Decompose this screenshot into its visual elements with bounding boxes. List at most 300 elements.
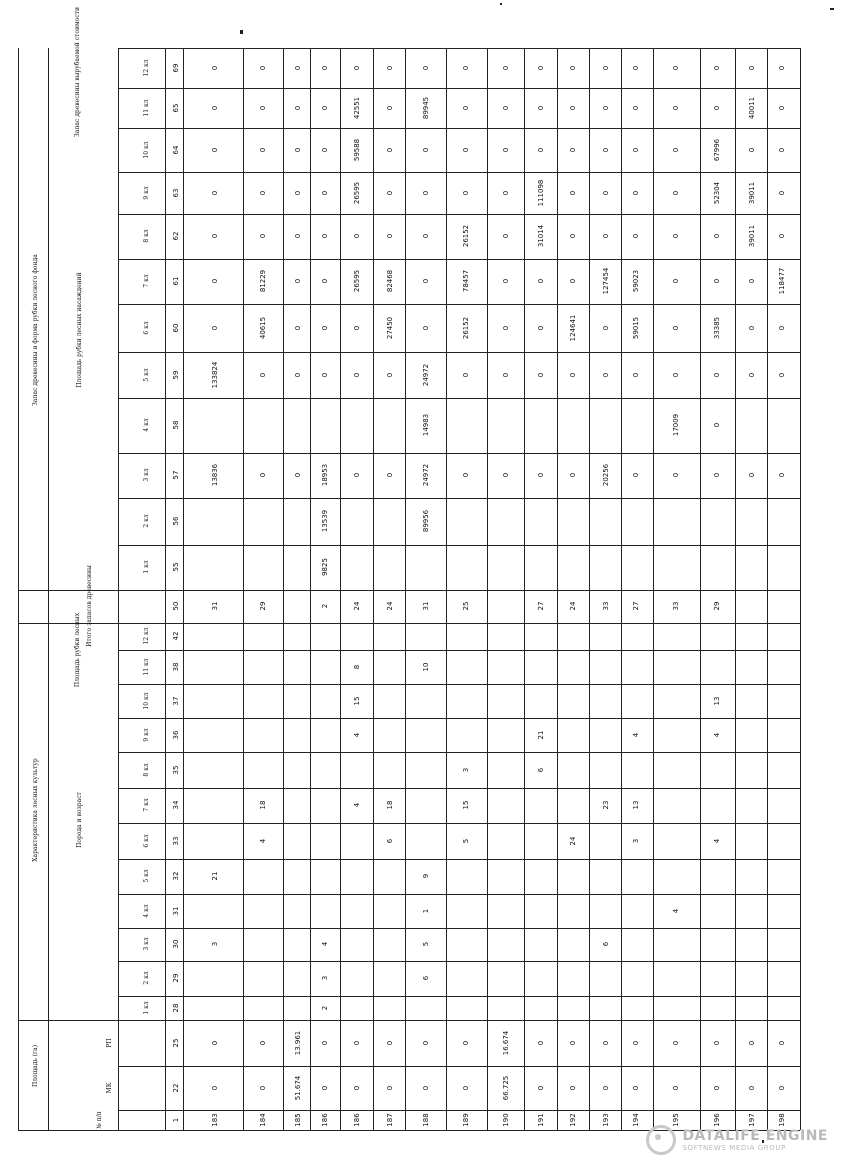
table-cell: 0 — [211, 325, 219, 331]
table-cell: 39011 — [748, 224, 756, 248]
table-cell: 0 — [321, 1040, 329, 1046]
table-cell: 16.674 — [502, 1030, 510, 1056]
table-cell: 0 — [537, 105, 545, 111]
table-cell: 0 — [537, 147, 545, 153]
column-index-number: 57 — [172, 470, 180, 480]
table-cell: 191 — [537, 1113, 545, 1127]
table-cell: 0 — [632, 472, 640, 478]
table-row-line — [118, 788, 800, 789]
year-class-header: 12 кл — [143, 627, 150, 645]
column-index-number: 61 — [172, 276, 180, 286]
table-cell: 27 — [537, 601, 545, 611]
table-cell: 0 — [713, 233, 721, 239]
column-index-number: 65 — [172, 103, 180, 113]
table-cell: 118477 — [778, 267, 786, 295]
table-cell: 9 — [422, 873, 430, 879]
table-cell: 0 — [569, 372, 577, 378]
table-cell: 0 — [386, 1085, 394, 1091]
table-cell: 1 — [422, 908, 430, 914]
table-cell: 0 — [422, 233, 430, 239]
table-cell: 9825 — [321, 558, 329, 576]
table-cell: 193 — [602, 1113, 610, 1127]
table-cell: 13 — [713, 696, 721, 706]
table-column-line — [557, 48, 558, 1130]
table-cell: 0 — [632, 105, 640, 111]
table-cell: 24 — [386, 601, 394, 611]
table-cell: 0 — [537, 325, 545, 331]
table-cell: 4 — [713, 732, 721, 738]
year-class-header: 4 кл — [143, 418, 150, 432]
table-cell: 0 — [713, 1040, 721, 1046]
table-cell: 0 — [713, 472, 721, 478]
table-cell: 33385 — [713, 316, 721, 340]
table-cell: 0 — [211, 190, 219, 196]
table-cell: 0 — [778, 472, 786, 478]
table-cell: 0 — [778, 1085, 786, 1091]
table-cell: 0 — [386, 65, 394, 71]
table-cell: 184 — [259, 1113, 267, 1127]
table-cell: 3 — [462, 767, 470, 773]
table-cell: 29 — [259, 601, 267, 611]
table-cell: 78457 — [462, 269, 470, 293]
table-cell: 0 — [778, 325, 786, 331]
totals-header: Итого запасов древесины — [86, 565, 93, 647]
table-cell: 0 — [422, 1085, 430, 1091]
table-cell: 8 — [353, 664, 361, 670]
table-cell: 0 — [294, 472, 302, 478]
column-index-number: 36 — [172, 730, 180, 740]
year-class-header: 2 кл — [143, 514, 150, 528]
table-cell: 0 — [602, 372, 610, 378]
column-index-number: 62 — [172, 231, 180, 241]
table-cell: 33 — [672, 601, 680, 611]
year-class-header: 5 кл — [143, 368, 150, 382]
table-cell: 0 — [386, 472, 394, 478]
table-cell: 27450 — [386, 316, 394, 340]
table-cell: 0 — [462, 190, 470, 196]
table-cell: 0 — [353, 325, 361, 331]
column-index-number: 64 — [172, 145, 180, 155]
table-cell: 133824 — [211, 361, 219, 389]
table-cell: 0 — [386, 147, 394, 153]
table-column-line — [446, 48, 447, 1130]
table-cell: 0 — [569, 190, 577, 196]
table-cell: 187 — [386, 1113, 394, 1127]
column-index-number: 30 — [172, 939, 180, 949]
table-cell: 0 — [748, 278, 756, 284]
table-row-line — [118, 650, 800, 651]
scan-speck — [240, 30, 243, 34]
table-row-line — [118, 259, 800, 260]
table-cell: 13836 — [211, 463, 219, 487]
table-cell: 183 — [211, 1113, 219, 1127]
table-cell: 0 — [386, 105, 394, 111]
table-row-line — [118, 1020, 800, 1021]
table-cell: 2 — [321, 603, 329, 609]
header-row-line — [18, 623, 118, 624]
table-cell: 0 — [294, 233, 302, 239]
table-cell: 111098 — [537, 179, 545, 207]
column-index-number: 38 — [172, 662, 180, 672]
watermark-title: DATALIFE ENGINE — [682, 1128, 828, 1144]
table-cell: 0 — [632, 65, 640, 71]
table-cell: 3 — [632, 838, 640, 844]
year-class-header: 1 кл — [143, 560, 150, 574]
table-column-line — [524, 48, 525, 1130]
table-cell: 27 — [632, 601, 640, 611]
scan-speck — [500, 3, 502, 5]
table-cell: 186 — [353, 1113, 361, 1127]
column-index-number: 37 — [172, 696, 180, 706]
table-cell: 18 — [386, 800, 394, 810]
header-column-line — [18, 48, 19, 1130]
year-class-header: 1 кл — [143, 1001, 150, 1015]
table-cell: 127454 — [602, 267, 610, 295]
column-index-number: 35 — [172, 765, 180, 775]
table-row-line — [118, 498, 800, 499]
table-cell: 0 — [672, 278, 680, 284]
table-cell: 0 — [778, 233, 786, 239]
table-column-line — [621, 48, 622, 1130]
table-column-line — [310, 48, 311, 1130]
table-cell: 0 — [778, 105, 786, 111]
table-cell: 24 — [569, 836, 577, 846]
table-cell: 89956 — [422, 509, 430, 533]
table-cell: 33 — [602, 601, 610, 611]
table-cell: 185 — [294, 1113, 302, 1127]
table-cell: 0 — [462, 1040, 470, 1046]
table-cell: 0 — [602, 233, 610, 239]
column-index-number: 34 — [172, 800, 180, 810]
table-row-line — [118, 590, 800, 591]
table-cell: 0 — [537, 1040, 545, 1046]
table-cell: 0 — [672, 472, 680, 478]
table-cell: 0 — [537, 372, 545, 378]
table-cell: 0 — [569, 472, 577, 478]
table-cell: 0 — [294, 278, 302, 284]
table-column-line — [767, 48, 768, 1130]
felling-subgroup-header: Площадь рубки лесных насаждений — [76, 272, 83, 388]
table-cell: 0 — [353, 1085, 361, 1091]
table-cell: 59588 — [353, 138, 361, 162]
table-column-line — [800, 48, 801, 1130]
table-cell: 0 — [569, 278, 577, 284]
table-cell: 0 — [462, 147, 470, 153]
table-cell: 0 — [353, 233, 361, 239]
table-cell: 186 — [321, 1113, 329, 1127]
table-cell: 0 — [462, 105, 470, 111]
table-cell: 0 — [422, 190, 430, 196]
table-cell: 197 — [748, 1113, 756, 1127]
table-cell: 0 — [748, 147, 756, 153]
table-cell: 0 — [294, 325, 302, 331]
table-cell: 194 — [632, 1113, 640, 1127]
table-cell: 0 — [502, 472, 510, 478]
table-cell: 40615 — [259, 316, 267, 340]
felling-group-header: Запас древесины и форма рубки лесного фонда — [32, 254, 39, 406]
table-cell: 82468 — [386, 269, 394, 293]
column-index-number: 50 — [172, 601, 180, 611]
table-cell: 0 — [778, 65, 786, 71]
table-cell: 0 — [422, 1040, 430, 1046]
table-cell: 20256 — [602, 463, 610, 487]
table-row-line — [118, 88, 800, 89]
table-cell: 0 — [748, 1085, 756, 1091]
table-cell: 3 — [321, 975, 329, 981]
table-cell: 0 — [294, 105, 302, 111]
table-cell: 6 — [422, 975, 430, 981]
table-cell: 0 — [211, 105, 219, 111]
table-cell: 0 — [778, 147, 786, 153]
table-cell: 31 — [422, 601, 430, 611]
table-cell: 15 — [353, 696, 361, 706]
year-class-header: 10 кл — [143, 692, 150, 710]
table-cell: 0 — [748, 65, 756, 71]
year-class-header: 4 кл — [143, 904, 150, 918]
table-cell: 39011 — [748, 181, 756, 205]
header-column-line — [165, 48, 166, 1130]
table-cell: 195 — [672, 1113, 680, 1127]
table-cell: 0 — [748, 325, 756, 331]
year-class-header: 6 кл — [143, 321, 150, 335]
year-class-header: 8 кл — [143, 763, 150, 777]
table-row-line — [118, 718, 800, 719]
table-cell: 0 — [502, 372, 510, 378]
table-cell: 25 — [462, 601, 470, 611]
table-cell: 0 — [211, 65, 219, 71]
table-cell: 2 — [321, 1005, 329, 1011]
table-row-line — [118, 684, 800, 685]
table-cell: 0 — [713, 372, 721, 378]
table-cell: 0 — [321, 278, 329, 284]
table-cell: 0 — [632, 1085, 640, 1091]
table-cell: 0 — [353, 65, 361, 71]
table-cell: 0 — [672, 65, 680, 71]
table-cell: 42551 — [353, 96, 361, 120]
fell-note-header: Площадь рубки лесных — [74, 612, 81, 688]
table-row-line — [118, 996, 800, 997]
table-cell: 0 — [778, 1040, 786, 1046]
table-cell: 4 — [353, 732, 361, 738]
table-cell: 189 — [462, 1113, 470, 1127]
table-cell: 26152 — [462, 316, 470, 340]
table-row-line — [118, 623, 800, 624]
table-cell: 0 — [713, 422, 721, 428]
table-cell: 0 — [602, 65, 610, 71]
table-cell: 26152 — [462, 224, 470, 248]
table-cell: 0 — [632, 147, 640, 153]
table-cell: 15 — [462, 800, 470, 810]
table-cell: 0 — [748, 1040, 756, 1046]
table-cell: 0 — [632, 372, 640, 378]
table-cell: 0 — [632, 190, 640, 196]
table-cell: 10 — [422, 662, 430, 672]
table-cell: 0 — [537, 472, 545, 478]
table-cell: 0 — [462, 1085, 470, 1091]
table-column-line — [653, 48, 654, 1130]
table-cell: 0 — [672, 147, 680, 153]
table-cell: 4 — [713, 838, 721, 844]
year-class-header: 7 кл — [143, 274, 150, 288]
table-cell: 4 — [353, 802, 361, 808]
year-class-header: 5 кл — [143, 869, 150, 883]
table-column-line — [183, 48, 184, 1130]
table-row-line — [118, 453, 800, 454]
table-cell: 18 — [259, 800, 267, 810]
table-cell: 89945 — [422, 96, 430, 120]
year-class-header: 3 кл — [143, 937, 150, 951]
table-cell: 0 — [353, 372, 361, 378]
forest-group-header: Характеристика лесных культур — [32, 758, 39, 862]
year-class-header: 9 кл — [143, 728, 150, 742]
table-cell: 31 — [211, 601, 219, 611]
table-column-line — [243, 48, 244, 1130]
table-cell: 6 — [386, 838, 394, 844]
header-column-line — [48, 48, 49, 1130]
column-index-number: 31 — [172, 906, 180, 916]
table-column-line — [735, 48, 736, 1130]
table-cell: 0 — [713, 1085, 721, 1091]
column-index-number: 22 — [172, 1083, 180, 1093]
table-cell: 0 — [321, 147, 329, 153]
column-index-number: 29 — [172, 973, 180, 983]
table-row-line — [118, 928, 800, 929]
table-cell: 188 — [422, 1113, 430, 1127]
table-cell: 0 — [422, 325, 430, 331]
column-index-number: 25 — [172, 1038, 180, 1048]
table-row-line — [118, 894, 800, 895]
table-cell: 0 — [502, 190, 510, 196]
table-cell: 24972 — [422, 363, 430, 387]
table-row-line — [118, 214, 800, 215]
table-row-line — [118, 961, 800, 962]
table-cell: 0 — [211, 278, 219, 284]
column-index-number: 28 — [172, 1003, 180, 1013]
table-cell: 0 — [602, 1085, 610, 1091]
table-cell: 0 — [422, 278, 430, 284]
species-group-header: Порода и возраст — [76, 792, 83, 848]
table-cell: 0 — [259, 233, 267, 239]
table-row-line — [118, 304, 800, 305]
table-cell: 0 — [386, 190, 394, 196]
table-cell: 26595 — [353, 269, 361, 293]
year-class-header: 11 кл — [143, 99, 150, 117]
table-cell: 13.961 — [294, 1030, 302, 1056]
table-cell: 66.725 — [502, 1075, 510, 1101]
table-cell: 0 — [713, 278, 721, 284]
column-index-number: 59 — [172, 370, 180, 380]
table-cell: 24972 — [422, 463, 430, 487]
table-cell: 0 — [294, 372, 302, 378]
header-column-line — [118, 48, 119, 1130]
table-cell: 67996 — [713, 138, 721, 162]
year-class-header: 11 кл — [143, 658, 150, 676]
table-row-line — [118, 545, 800, 546]
table-cell: 0 — [569, 1085, 577, 1091]
area-col-mk-header: МК — [106, 1082, 113, 1094]
table-cell: 0 — [602, 1040, 610, 1046]
header-row-line — [18, 590, 118, 591]
table-cell: 0 — [602, 105, 610, 111]
table-cell: 0 — [294, 147, 302, 153]
table-row-line — [118, 128, 800, 129]
table-cell: 0 — [259, 372, 267, 378]
table-cell: 0 — [462, 372, 470, 378]
table-cell: 0 — [778, 372, 786, 378]
table-cell: 21 — [537, 730, 545, 740]
table-cell: 0 — [294, 190, 302, 196]
table-cell: 0 — [632, 233, 640, 239]
year-class-header: 8 кл — [143, 229, 150, 243]
table-cell: 6 — [537, 767, 545, 773]
table-cell: 0 — [259, 472, 267, 478]
year-class-header: 3 кл — [143, 468, 150, 482]
table-cell: 0 — [422, 65, 430, 71]
table-cell: 196 — [713, 1113, 721, 1127]
table-cell: 18953 — [321, 463, 329, 487]
table-row-line — [118, 823, 800, 824]
table-cell: 0 — [537, 1085, 545, 1091]
table-column-line — [487, 48, 488, 1130]
table-cell: 0 — [672, 1040, 680, 1046]
table-row-line — [118, 48, 800, 49]
column-index-number: 56 — [172, 516, 180, 526]
table-cell: 0 — [672, 372, 680, 378]
table-cell: 59023 — [632, 269, 640, 293]
area-col-rp-header: РП — [106, 1038, 113, 1048]
table-cell: 0 — [353, 1040, 361, 1046]
year-class-header: 6 кл — [143, 834, 150, 848]
table-cell: 0 — [713, 65, 721, 71]
table-cell: 0 — [321, 1085, 329, 1091]
table-cell: 0 — [321, 190, 329, 196]
table-row-line — [118, 859, 800, 860]
table-cell: 0 — [672, 325, 680, 331]
table-row-line — [118, 398, 800, 399]
table-cell: 0 — [602, 190, 610, 196]
table-column-line — [700, 48, 701, 1130]
column-index-number: 55 — [172, 562, 180, 572]
table-cell: 51.674 — [294, 1075, 302, 1101]
table-cell: 0 — [672, 1085, 680, 1091]
table-cell: 23 — [602, 800, 610, 810]
stock-note-header: Запас древесины вырубаемой стоимости — [74, 7, 81, 137]
table-cell: 0 — [502, 65, 510, 71]
table-cell: 0 — [386, 233, 394, 239]
table-cell: 0 — [462, 472, 470, 478]
area-group-header: Площадь (га) — [32, 1044, 39, 1088]
table-cell: 0 — [502, 278, 510, 284]
scan-speck — [830, 8, 834, 10]
table-column-line — [373, 48, 374, 1130]
table-column-line — [405, 48, 406, 1130]
table-cell: 0 — [259, 1040, 267, 1046]
table-cell: 0 — [321, 105, 329, 111]
table-cell: 0 — [211, 147, 219, 153]
table-cell: 59015 — [632, 316, 640, 340]
column-index-number: 1 — [172, 1117, 180, 1123]
table-cell: 0 — [569, 105, 577, 111]
table-column-line — [283, 48, 284, 1130]
table-cell: 14983 — [422, 413, 430, 437]
row-number-header: № п/п — [96, 1111, 103, 1129]
table-row-line — [118, 352, 800, 353]
table-cell: 0 — [321, 233, 329, 239]
table-cell: 0 — [259, 190, 267, 196]
year-class-header: 2 кл — [143, 971, 150, 985]
table-cell: 0 — [569, 65, 577, 71]
column-index-number: 69 — [172, 63, 180, 73]
